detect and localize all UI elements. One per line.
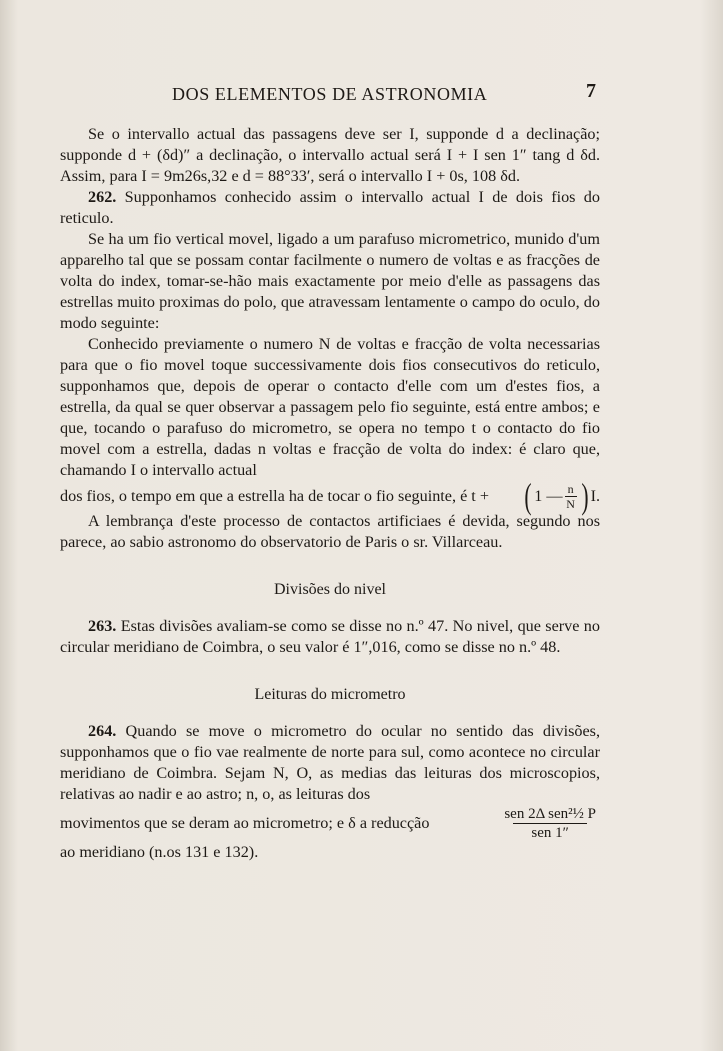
paragraph-264 — [60, 721, 600, 805]
reduction-denominator: sen 1″ — [513, 823, 587, 842]
paragraph: Se o intervallo actual das passagens deve ser I, supponde d a declinação; supponde d + (δd)″ a declinação, o intervallo actual será I + I sen 1″ tang d δd. Assim, para I = 9m26s,32 e d = 88°33′, será o intervallo I + 0s, 108 δd. — [60, 125, 600, 185]
paragraph-end: ao meridiano (n.os 131 e 132). — [60, 843, 259, 861]
fraction-denominator: N — [566, 496, 575, 511]
paragraph-number: 262. — [88, 188, 117, 206]
paragraph: Se ha um fio vertical movel, ligado a um parafuso micrometrico, munido d'um apparelho tal que se possam contar facilmente o numero de voltas e as fracções de volta do index, tomar-se-hão mais exactamente por meio d'elle as passagens das estrellas muito proximas do polo, que atravessam lentamente o campo do oculo, do modo seguinte: — [60, 230, 600, 332]
formula-line — [60, 476, 600, 516]
paragraph: Conhecido previamente o numero N de voltas e fracção de volta necessarias para que o fio movel toque successivamente dois fios consecutivos do reticulo, supponhamos que, depois de operar o contacto d'elle com um d'estes fios, a estrella, da qual se quer observar a passagem pelo fio seguinte, está entre ambos; e que, tocando o parafuso do micrometro, se opera no tempo t o contacto do fio movel com a estrella, dadas n voltas e fracção de volta do index: é claro que, chamando I o intervallo actual — [60, 335, 600, 479]
section-title-micrometro: Leituras do micrometro — [254, 686, 406, 703]
paragraph-263 — [60, 616, 600, 658]
paragraph-text: Estas divisões avaliam-se como se disse no n.º 47. No nivel, que serve no circular meridiano de Coimbra, o seu valor é 1″,016, como se disse no n.º 48. — [60, 617, 600, 656]
fraction-numerator: n — [567, 481, 574, 496]
formula — [522, 476, 600, 516]
formula-tail: I. — [590, 486, 600, 505]
paragraph-text: Quando se move o micrometro do ocular no sentido das divisões, supponhamos que o fio vae realmente de norte para sul, como acontece no circular meridiano de Coimbra. Sejam N, O, as medias das leituras dos microscopios, relativas ao nadir e ao astro; n, o, as leituras dos — [60, 722, 601, 803]
running-head — [60, 80, 606, 108]
n-over-N-fraction — [565, 483, 577, 510]
formula-lead-text: dos fios, o tempo em que a estrella ha de tocar o fio seguinte, é t + — [60, 486, 489, 505]
paragraph: A lembrança d'este processo de contactos artificiaes é devida, segundo nos parece, ao sabio astronomo do observatorio de Paris o sr. Villarceau. — [60, 512, 600, 551]
paragraph-text: Supponhamos conhecido assim o intervallo actual I de dois fios do reticulo. — [60, 188, 600, 227]
one-minus: 1 — — [534, 486, 563, 505]
paragraph-number: 263. — [88, 617, 117, 635]
page-number: 7 — [586, 80, 596, 102]
reduction-fraction — [500, 805, 600, 842]
body-text — [60, 124, 600, 863]
paren-open: ( — [524, 476, 532, 516]
section-title-nivel: Divisões do nivel — [274, 581, 386, 598]
paren-close: ) — [580, 476, 589, 516]
paragraph-262 — [60, 187, 600, 229]
paragraph-number: 264. — [88, 722, 117, 740]
running-title: DOS ELEMENTOS DE ASTRONOMIA — [172, 84, 488, 104]
reduction-formula-line — [60, 805, 600, 842]
reduction-lead-text: movimentos que se deram ao micrometro; e δ a reducção — [60, 814, 430, 832]
reduction-numerator: sen 2Δ sen²½ P — [504, 806, 596, 822]
